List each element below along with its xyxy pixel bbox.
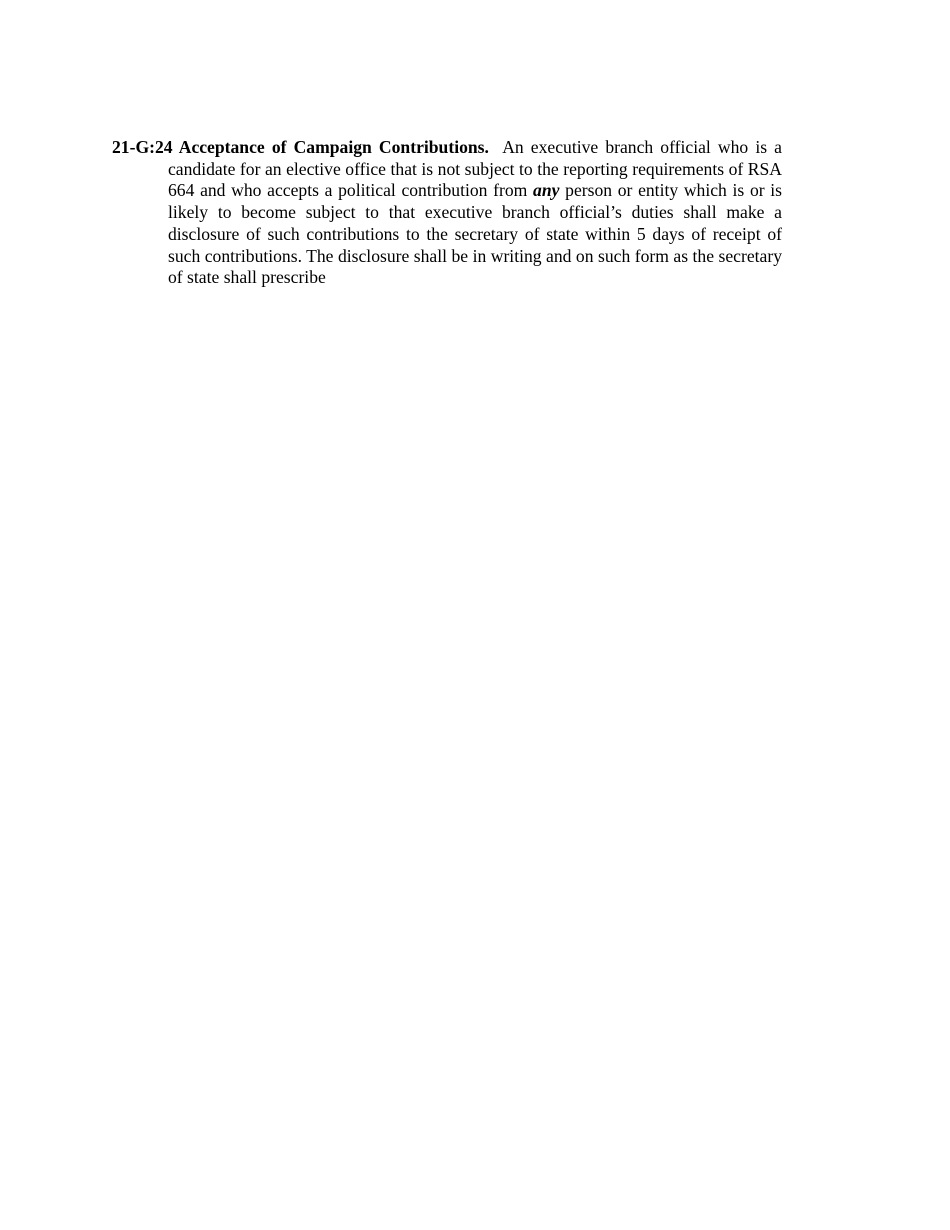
body-text-end: person or entity which is or is likely to become subject to that executive branch official’s duties shall make a disclosure of such contributions to the secretary of state within 5 days of receipt of such contributions. The disclosure shall be in writing and on such form as the secretary of state shall prescribe [168,180,783,288]
section-heading: 21-G:24 Acceptance of Campaign Contributions. [112,137,489,157]
body-text-start: An executive branch official who is a candidate for an elective office that is not subject to the reporting requirements of RSA 664 and who accepts a political contribution from [168,137,782,201]
statute-paragraph [112,137,782,289]
heading-spacer [489,137,502,157]
emphasized-word: any [533,180,560,201]
